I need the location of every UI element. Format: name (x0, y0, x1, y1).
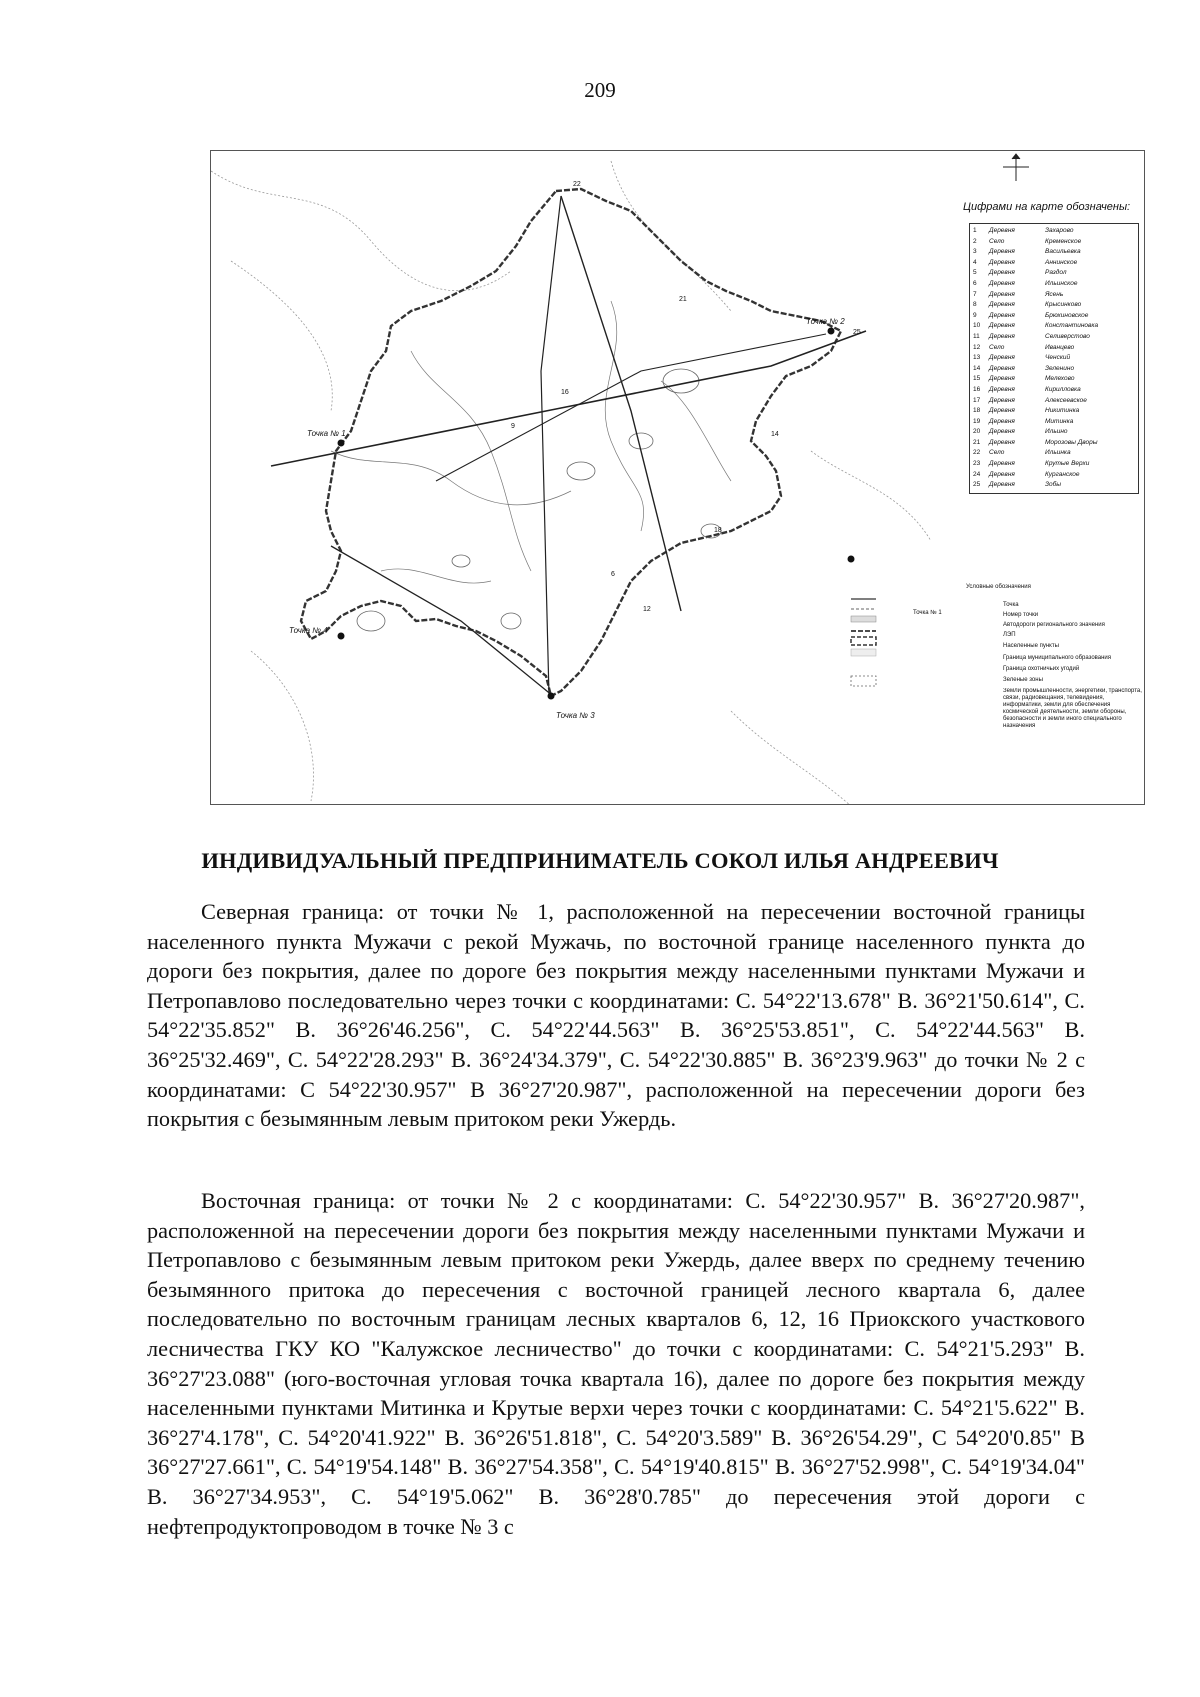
map-number-9: 9 (511, 423, 515, 430)
legend-row: 7 Деревня Ясень (973, 290, 1064, 298)
legend-row: 22 Село Ильинка (973, 449, 1071, 457)
legend-row: 2 Село Кременское (973, 237, 1082, 245)
legend-row: 24 Деревня Курганское (973, 470, 1080, 478)
legend-row: 9 Деревня Брюхиновское (973, 311, 1089, 319)
point-marker-2 (828, 328, 835, 335)
legend-row: 20 Деревня Ильино (973, 428, 1068, 436)
map-legend-title: Цифрами на карте обозначены: (963, 201, 1131, 213)
symbol-row: ЛЭП (1003, 632, 1016, 638)
point-marker-3 (548, 693, 555, 700)
symbol-row: Зеленые зоны (1003, 677, 1043, 683)
symbol-row: Населенные пункты (1003, 643, 1059, 649)
municipal-boundary (301, 189, 841, 696)
symbol-row: Земли промышленности, энергетики, транспорта, связи, радиовещания, телевидения, информатики, земли для обеспечения космической деятельности, земли обороны, безопасности и земли иного специального назначения (1003, 688, 1142, 729)
point-label-1: Точка № 1 (307, 429, 346, 438)
map-number-12: 12 (643, 606, 651, 613)
symbol-row: Точка (1003, 602, 1019, 608)
map-number-14: 14 (771, 431, 779, 438)
map-number-16: 16 (561, 389, 569, 396)
legend-row: 14 Деревня Зеленино (973, 364, 1075, 372)
legend-row: 19 Деревня Митинка (973, 417, 1074, 425)
point-label-2: Точка № 2 (806, 317, 845, 326)
map-number-6: 6 (611, 571, 615, 578)
map-number-22: 22 (573, 181, 581, 188)
legend-row: 15 Деревня Мелехово (973, 375, 1075, 383)
symbol-row: Автодороги регионального значения (1003, 622, 1105, 628)
paragraph-north-boundary: Северная граница: от точки № 1, расположенной на пересечении восточной границы населенного пункта Мужачи с рекой Мужачь, по восточной границе населенного пункта до дороги без покрытия, далее по дороге без покрытия между населенными пунктами Мужачи и Петропавлово последовательно через точки с координатами: С. 54°22'13.678" В. 36°21'50.614", С. 54°22'35.852" В. 36°26'46.256", С. 54°22'44.563" В. 36°25'53.851", С. 54°22'44.563" В. 36°25'32.469", С. 54°22'28.293" В. 36°24'34.379", С. 54°22'30.885" В. 36°23'9.963" до точки № 2 с координатами: С 54°22'30.957" В 36°27'20.987", расположенной на пересечении дороги без покрытия с безымянным левым притоком реки Ужердь. (147, 899, 1085, 1132)
legend-row: 18 Деревня Никитинка (973, 407, 1080, 415)
map-number-25: 25 (853, 329, 861, 336)
symbol-row: Граница охотничьих угодий (1003, 666, 1080, 672)
north-arrow-icon (1003, 154, 1029, 181)
line-north-south-west (541, 196, 561, 696)
legend-row: 25 Деревня Зобы (973, 481, 1062, 489)
point-label-3: Точка № 3 (556, 711, 595, 720)
map-number-18: 18 (714, 527, 722, 534)
legend-row: 1 Деревня Захарово (973, 227, 1074, 234)
legend-row: 6 Деревня Ильинское (973, 279, 1078, 287)
boundary-map (210, 150, 1145, 805)
point-label-4: Точка № 4 (289, 626, 328, 635)
legend-row: 4 Деревня Аннинское (973, 258, 1078, 266)
paragraph-east-boundary: Восточная граница: от точки № 2 с координатами: С. 54°22'30.957" В. 36°27'20.987", расположенной на пересечении дороги без покрытия между населенными пунктами Мужачи и Петропавлово с безымянным левым притоком реки Ужердь, далее вверх по среднему течению безымянного притока до пересечения с восточной границей лесного квартала 6, далее последовательно по восточным границам лесных кварталов 6, 12, 16 Приокского участкового лесничества ГКУ КО "Калужское лесничество" до точки с координатами: С. 54°21'5.293" В. 36°27'23.088" (юго-восточная угловая точка квартала 16), далее по дороге без покрытия между населенными пунктами Митинка и Крутые верхи через точки с координатами: С. 54°21'5.622" В. 36°27'4.178", С. 54°20'41.922" В. 36°26'51.818", С. 54°20'3.589" В. 36°26'54.29", С 54°20'0.85" В 36°27'27.661", С. 54°19'54.148" В. 36°27'54.358", С. 54°19'40.815" В. 36°27'52.998", С. 54°19'34.04" В. 36°27'34.953", С. 54°19'5.062" В. 36°28'0.785" до пересечения этой дороги с нефтепродуктопроводом в точке № 3 с (147, 1188, 1085, 1539)
legend-row: 8 Деревня Крысинково (973, 301, 1082, 309)
legend-row: 13 Деревня Ченский (973, 354, 1071, 362)
symbol-legend-title: Условные обозначения (966, 584, 1031, 590)
legend-row: 12 Село Иванцево (973, 343, 1075, 351)
legend-row: 11 Деревня Селиверстово (973, 332, 1090, 340)
legend-row: 3 Деревня Васильевка (973, 248, 1081, 256)
legend-row: 17 Деревня Алексеевское (973, 396, 1087, 404)
map-number-21: 21 (679, 296, 687, 303)
lep-line-west-east (271, 331, 866, 466)
symbol-row: Точка № 1 Номер точки (913, 610, 1039, 618)
settlement-legend (969, 223, 1139, 494)
line-north-south-east (561, 196, 681, 611)
document-heading: ИНДИВИДУАЛЬНЫЙ ПРЕДПРИНИМАТЕЛЬ СОКОЛ ИЛЬЯ АНДРЕЕВИЧ (201, 848, 999, 873)
symbol-row: Граница муниципального образования (1003, 655, 1112, 661)
point-marker-4 (338, 633, 345, 640)
page-number: 209 (584, 78, 616, 102)
legend-row: 23 Деревня Крутые Верхи (973, 460, 1090, 468)
legend-row: 5 Деревня Раздол (973, 269, 1067, 277)
legend-row: 10 Деревня Константиновка (973, 322, 1099, 330)
legend-row: 16 Деревня Кирилловка (973, 385, 1081, 393)
point-marker-1 (338, 440, 345, 447)
legend-row: 21 Деревня Морозовы Дворы (973, 438, 1098, 446)
